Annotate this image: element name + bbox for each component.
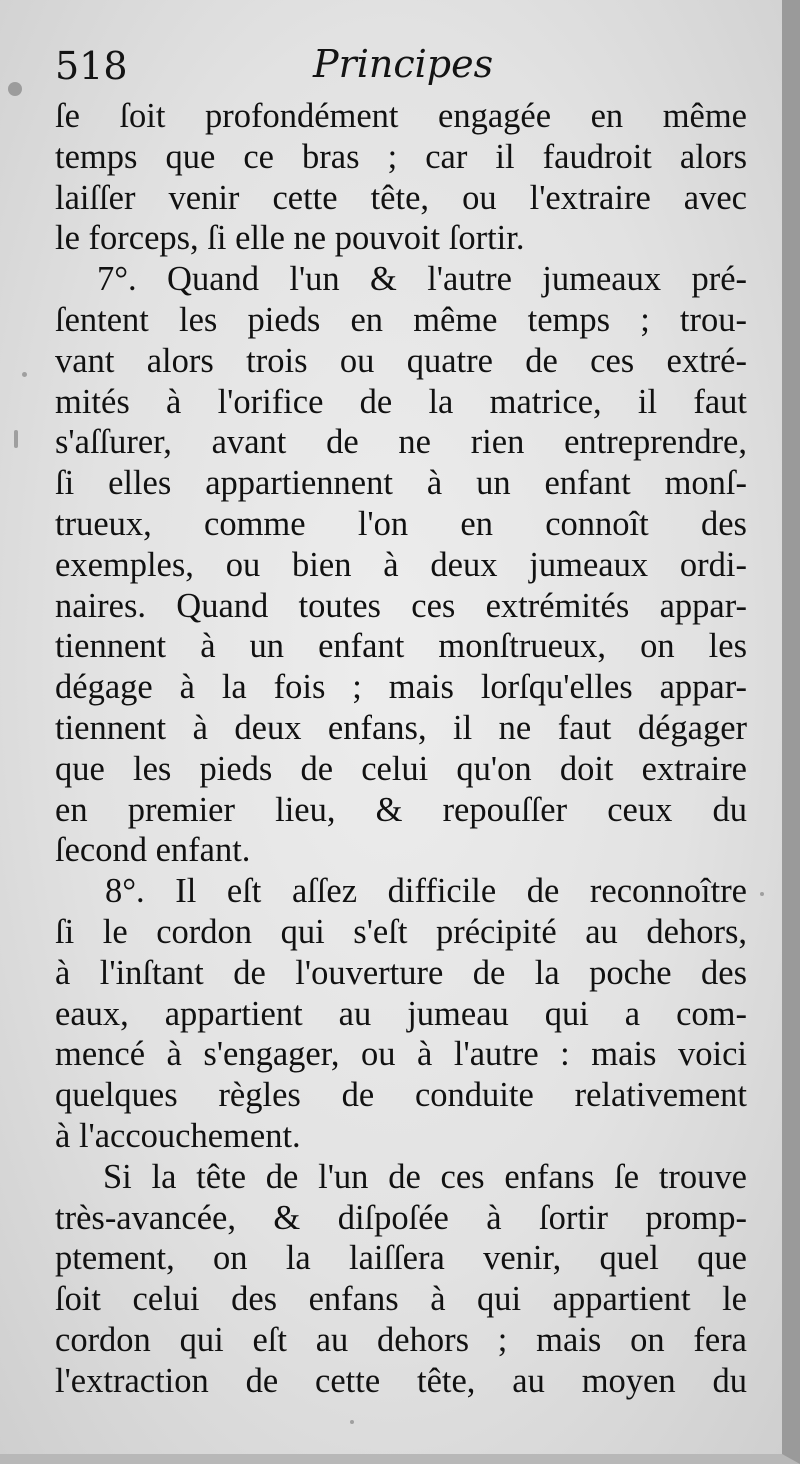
text-line: que les pieds de celui qu'on doit extraire xyxy=(55,749,747,788)
text-line: Si la tête de l'un de ces enfans ſe trouve xyxy=(103,1157,747,1196)
text-line: tiennent à un enfant monſtrueux, on les xyxy=(55,627,747,666)
text-line: très-avancée, & diſpoſée à ſortir promp- xyxy=(55,1198,747,1237)
paper-speck xyxy=(8,82,22,96)
text-line: trueux, comme l'on en connoît des xyxy=(55,504,747,543)
page-header xyxy=(55,40,745,100)
body-text xyxy=(55,96,747,1402)
text-line: quelques règles de conduite relativement xyxy=(55,1076,747,1115)
text-line: 8°. Il eſt aſſez difficile de reconnoître xyxy=(105,872,747,911)
text-line: à l'inſtant de l'ouverture de la poche des xyxy=(55,953,747,992)
text-line: ſi elles appartiennent à un enfant monſ- xyxy=(55,464,747,503)
text-line: exemples, ou bien à deux jumeaux ordi- xyxy=(55,545,747,584)
text-line: dégage à la fois ; mais lorſqu'elles appar- xyxy=(55,668,747,707)
paper-speck xyxy=(350,1420,354,1424)
text-line: mencé à s'engager, ou à l'autre : mais voici xyxy=(55,1035,747,1074)
paper-speck xyxy=(14,430,18,448)
text-line: ſoit celui des enfans à qui appartient le xyxy=(55,1280,747,1319)
page-number: 518 xyxy=(55,44,128,88)
text-line: tiennent à deux enfans, il ne faut dégager xyxy=(55,708,747,747)
text-line: cordon qui eſt au dehors ; mais on fera xyxy=(55,1320,747,1359)
text-line: le forceps, ſi elle ne pouvoit ſortir. xyxy=(55,219,525,258)
text-line: temps que ce bras ; car il faudroit alors xyxy=(55,137,747,176)
text-line: ſecond enfant. xyxy=(55,831,251,870)
text-line: en premier lieu, & repouſſer ceux du xyxy=(55,790,747,829)
paper-speck xyxy=(22,372,27,377)
text-line: ptement, on la laiſſera venir, quel que xyxy=(55,1239,747,1278)
text-line: vant alors trois ou quatre de ces extré- xyxy=(55,341,747,380)
text-line: l'extraction de cette tête, au moyen du xyxy=(55,1361,747,1400)
running-head: Principes xyxy=(313,42,494,86)
text-line: ſentent les pieds en même temps ; trou- xyxy=(55,300,747,339)
text-line: ſe ſoit profondément engagée en même xyxy=(55,97,747,135)
text-line: mités à l'orifice de la matrice, il faut xyxy=(55,382,747,421)
text-line: eaux, appartient au jumeau qui a com- xyxy=(55,994,747,1033)
text-line: ſi le cordon qui s'eſt précipité au dehors, xyxy=(55,912,747,951)
text-line: à l'accouchement. xyxy=(55,1116,301,1155)
text-line: laiſſer venir cette tête, ou l'extraire avec xyxy=(55,178,747,217)
text-line: 7°. Quand l'un & l'autre jumeaux pré- xyxy=(97,260,747,299)
paper-speck xyxy=(760,892,764,896)
text-line: s'aſſurer, avant de ne rien entreprendre, xyxy=(55,423,747,462)
text-line: naires. Quand toutes ces extrémités appar- xyxy=(55,586,747,625)
